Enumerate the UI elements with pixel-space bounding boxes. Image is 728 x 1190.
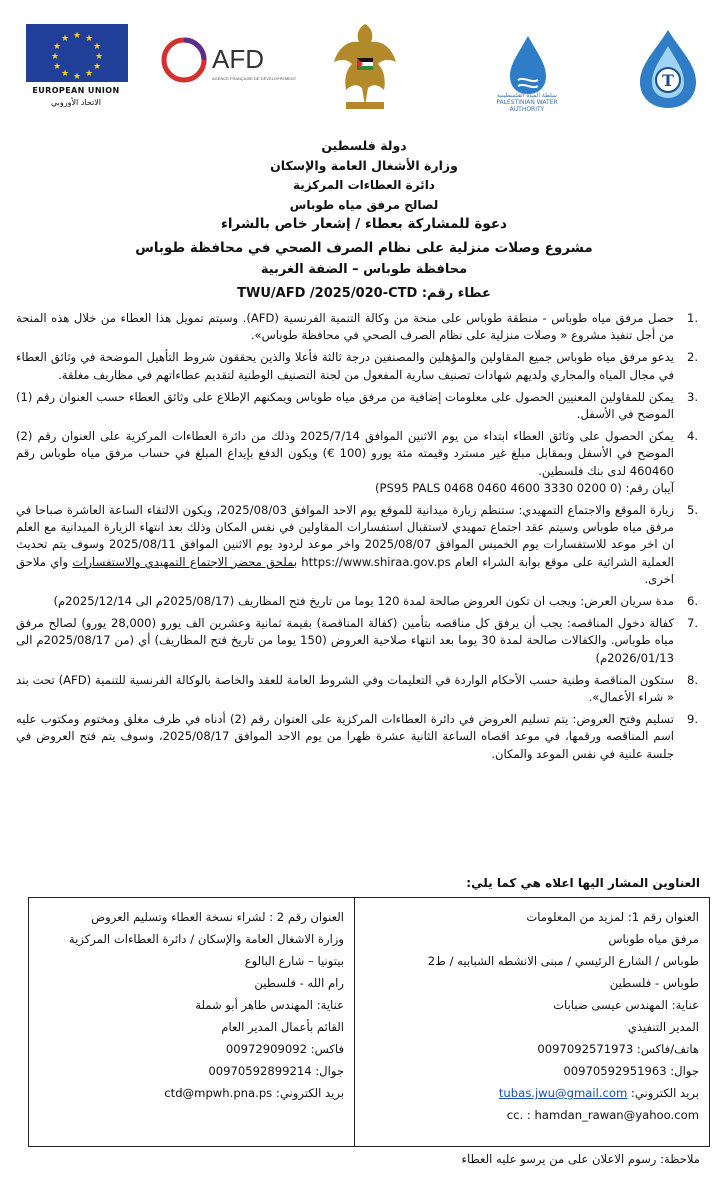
eu-flag-logo (26, 24, 128, 82)
address-1-line: طوباس - فلسطين (609, 976, 699, 990)
clause-text: ستكون المناقصة وطنية حسب الأحكام الواردة في التعليمات وفي الشروط العامة للعقد والخاصة بالوكالة الفرنسية للتنمية (AFD) تحت بند « شراء الأعمال». (16, 672, 674, 705)
clause-8 (16, 672, 698, 706)
footer-note: ملاحظة: رسوم الاعلان على من يرسو عليه العطاء (461, 1152, 700, 1166)
palestine-emblem-logo (328, 18, 402, 114)
svg-text:★: ★ (52, 42, 62, 52)
header-ministry: وزارة الأشغال العامة والإسكان (270, 158, 458, 173)
header-state: دولة فلسطين (321, 138, 407, 153)
address-1-line: مرفق مياه طوباس (608, 932, 699, 946)
address-2-email[interactable]: ctd@mpwh.pna.ps (164, 1086, 273, 1100)
clause-number: 9. (686, 712, 698, 727)
address-2-line: وزارة الاشغال العامة والإسكان / دائرة العطاءات المركزية (68, 932, 344, 946)
address-2-line: القائم بأعمال المدير العام (221, 1020, 344, 1034)
svg-text:★: ★ (92, 42, 102, 52)
tubas-water-logo (626, 26, 710, 112)
clause-number: 8. (686, 672, 698, 687)
annex-text: بملحق محضر الاجتماع التمهيدي والاستفسارات (72, 554, 298, 569)
iban-line (16, 480, 674, 497)
address-1-cc: cc. : hamdan_rawan@yahoo.com (506, 1108, 699, 1122)
addresses-title: العناوين المشار اليها اعلاه هي كما يلي: (466, 876, 700, 890)
address-2-line: جوال: 00970592899214 (208, 1064, 344, 1078)
clause-text: حصل مرفق مياه طوباس - منطقة طوباس على منحة من وكالة التنمية الفرنسية (AFD). وسيتم تمويل هذا العطاء من خلال هذه المنحة من أجل تنفيذ مشروع « وصلات منزلية على نظام الصرف الصحي في محافظة طوباس». (16, 311, 674, 343)
clause-7 (16, 615, 698, 667)
clause-1 (16, 310, 698, 344)
iban-label: آيبان رقم: (625, 480, 674, 495)
clause-3 (16, 389, 698, 423)
svg-text:★: ★ (94, 52, 104, 62)
svg-text:★: ★ (72, 72, 82, 82)
clause-text (16, 502, 674, 588)
clause-text: مدة سريان العرض: ويجب ان تكون العروض صالحة لمدة 120 يوما من تاريخ فتح المظاريف (2025/08/17م الى 2025/12/14م) (53, 594, 674, 609)
clause-number: 2. (686, 350, 698, 365)
header-tender-number: عطاء رقم: TWU/AFD /2025/020-CTD (237, 286, 491, 301)
header-project: مشروع وصلات منزلية على نظام الصرف الصحي في محافظة طوباس (135, 240, 593, 256)
clause-5-text: زيارة الموقع والاجتماع التمهيدي: ستنظم زيارة ميدانية للموقع يوم الاحد الموافق 2025/08/03، ويكون الالتقاء الساعة العاشرة صباحا في مرفق مياه طوباس وسيتم عقد اجتماع تمهيدي لاستقبال استفسارات المقاولين في نفس المكان وذلك بعد انتهاء الزيارة الميدانية مع العلم ان اخر موعد للاستفسارات يوم الخميس الموافق 2025/08/07 واخر موعد لردود يوم الاثنين الموافق 2025/08/11 وسوف يتم تحديث العملية الشرائية على موقع بوابة الشراء العام (16, 503, 674, 569)
address-2-line: فاكس: 00972909092 (225, 1042, 344, 1056)
tubas-logo-letter: T (662, 71, 674, 90)
clause-number: 7. (686, 616, 698, 631)
address-1-line: العنوان رقم 1: لمزيد من المعلومات (526, 910, 699, 924)
water-authority-caption: سلطة المياه الفلسطينية PALESTINIAN WATER AUTHORITY (496, 92, 558, 113)
address-1-line: عناية: المهندس عيسى ضبابات (553, 998, 699, 1012)
afd-subtitle: AGENCE FRANÇAISE DE DÉVELOPPEMENT (212, 76, 297, 81)
clause-text: كفالة دخول المناقصه: يجب أن يرفق كل مناقصه بتأمين (كفالة المناقصة) بقيمة ثمانية وعشرين الف يورو (28,000 يورو) لصالح مرفق مياه طوباس. والكفالات صالحة لمدة 30 يوما بعد انتهاء صلاحية العروض (150 يوما من تاريخ فتح المظاريف) أي (من 2025/08/17م الى 2026/01/13م) (16, 616, 675, 665)
address-2-line: عناية: المهندس طاهر أبو شملة (195, 998, 344, 1012)
svg-text:★: ★ (60, 69, 70, 79)
clause-number: 5. (686, 503, 698, 518)
clause-number: 3. (686, 389, 698, 404)
address-2-line: بيتونيا – شارع البالوع (244, 954, 344, 968)
header-location: محافظة طوباس – الضفة الغربية (260, 262, 468, 277)
announcement-body (16, 310, 698, 768)
clause-2 (16, 349, 698, 383)
eu-caption-ar: الاتحاد الأوروبي (51, 98, 101, 107)
address-2-line: رام الله - فلسطين (254, 976, 344, 990)
addresses-table (28, 897, 710, 1147)
header-beneficiary: لصالح مرفق مياه طوباس (289, 198, 439, 212)
address-1-line: هاتف/فاكس: 0097092571973 (537, 1042, 699, 1056)
afd-text: AFD (212, 44, 264, 74)
iban-number: (PS95 PALS 0468 0460 4600 3330 0200 0) (375, 480, 622, 495)
address-2-email-line (37, 1082, 344, 1104)
clause-5 (16, 502, 698, 588)
eu-caption-en: EUROPEAN UNION (32, 86, 120, 95)
svg-text:★: ★ (92, 62, 102, 72)
address-2-cell (29, 898, 354, 1146)
address-1-email-line (363, 1082, 699, 1104)
clause-text: يدعو مرفق مياه طوباس جميع المقاولين والمؤهلين والمصنفين درجة ثالثة فأعلا والذين يحققون شروط التأهيل الموضحة في وثائق العطاء في مجال المياه والمجاري ولديهم شهادات تصنيف سارية المفعول من لجنة التصنيف الوطنية لتقديم عطاءاتهم في مظاريف مغلقة. (16, 350, 674, 382)
svg-text:★: ★ (50, 52, 60, 62)
svg-text:★: ★ (52, 62, 62, 72)
clause-number: 1. (686, 311, 698, 325)
svg-text:★: ★ (72, 31, 82, 41)
svg-text:★: ★ (84, 34, 94, 44)
clause-number: 4. (686, 429, 698, 444)
logo-bar (20, 18, 710, 118)
email-label: بريد الكتروني: (275, 1086, 344, 1100)
clause-text: يمكن للمقاولين المعنيين الحصول على معلومات إضافية من مرفق مياه طوباس ويمكنهم الإطلاع على وثائق العطاء حسب العنوان رقم (1) الموضح في الأسفل. (16, 389, 674, 422)
address-1-email-link[interactable]: tubas.jwu@gmail.com (498, 1086, 628, 1100)
header-department: دائرة العطاءات المركزية (293, 178, 435, 192)
clause-6 (16, 593, 698, 610)
address-1-line: طوباس / الشارع الرئيسي / مبنى الانشطه الشبابيه / ط2 (427, 954, 699, 968)
address-1-line: جوال: 00970592951963 (563, 1064, 699, 1078)
header-invitation: دعوة للمشاركة بعطاء / إشعار خاص بالشراء (221, 216, 507, 232)
clause-4 (16, 428, 698, 497)
email-label: بريد الكتروني: (630, 1086, 699, 1100)
svg-text:★: ★ (60, 34, 70, 44)
clause-text: تسليم وفتح العروض: يتم تسليم العروض في دائرة العطاءات المركزية على العنوان رقم (2) أدناه في ظرف مغلق ومختوم ومكتوب عليه اسم المناقصه ورقمها، في موعد اقصاه الساعة الثانية عشرة ظهرا من يوم الاحد الموافق 2025/08/17، وسوف يتم فتح العروض في جلسة علنية في نفس الموعد والمكان. (16, 712, 674, 761)
svg-text:★: ★ (84, 69, 94, 79)
address-2-line: العنوان رقم 2 : لشراء نسخة العطاء وتسليم العروض (91, 910, 344, 924)
clause-9 (16, 711, 698, 763)
clause-text: يمكن الحصول على وثائق العطاء ابتداء من يوم الاثنين الموافق 2025/7/14 وذلك من دائرة العطاءات المركزية على العنوان رقم (2) الموضح في الأسفل وبمقابل مبلغ غير مسترد وقيمته مئة يورو (100 €) ويكون الدفع بإيداع المبلغ في حساب مرفق مياه طوباس رقم 460460 لدى بنك فلسطين. (16, 429, 674, 478)
clause-number: 6. (686, 594, 698, 609)
address-1-cell (354, 898, 709, 1146)
shiraa-link[interactable]: https://www.shiraa.gov.ps (301, 554, 451, 569)
clause-5-tail: واي ملاحق اخرى. (16, 554, 674, 586)
afd-logo (160, 32, 300, 92)
address-1-line: المدير التنفيذي (627, 1020, 699, 1034)
